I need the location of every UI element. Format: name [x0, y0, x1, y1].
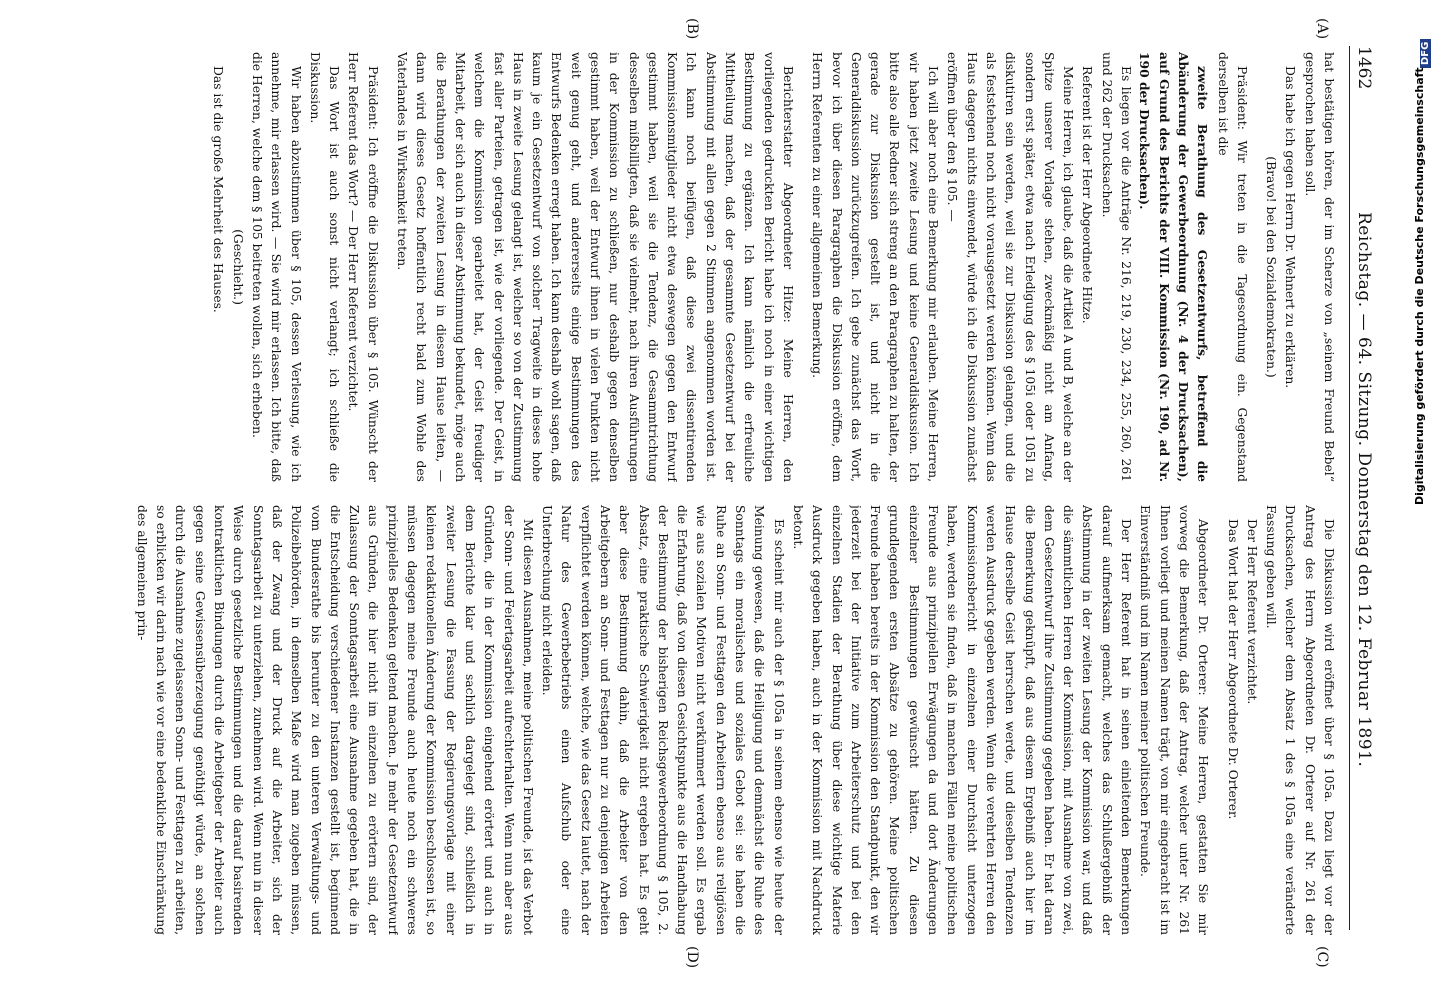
paragraph: Das habe ich gegen Herrn Dr. Wehnert zu erklären.: [1283, 66, 1298, 389]
page-number: 1462: [1354, 46, 1374, 90]
right-column: [38, 505, 1338, 935]
page-header: [1349, 46, 1394, 930]
paragraph: Ich will aber noch eine Bemerkung mir erlauben. Meine Herren, wir haben jetzt zweite Lesung und keine Generaldiskussion. Ich bitte also alle Redner sich streng an den Paragraphen zu halten, der gerade zur Diskussion gestellt ist, und nicht in die Generaldiskussion zurückzugreifen. Ich gebe zunächst das Wort, bevor ich über diesen Paragraphen die Diskussion eröffne, dem Herrn Referenten zu einer allgemeinen Bemerkung.: [810, 52, 941, 482]
paragraph: Es scheint mir auch der § 105a in seinem ebenso wie heute der Meinung gewesen, daß die Heiligung und demnächst die Ruhe des Sonntags ein moralisches und soziales Gebot sei: sie haben die Ruhe an Sonn- und Festtagen den Arbeitern ebenso aus religiösen wie aus sozialen Motiven nicht verkümmert werden soll. Es ergab die Erfahrung, daß von diesen Gesichtspunkte aus die Handhabung der Bestimmung der bisherigen Reichsgewerbeordnung § 105, 2. Absatz, eine praktische Schwierigkeit nicht ergeben hat. Es geht aber diese Bestimmung dahin, daß die Arbeiter von den Arbeitgebern an Sonn- und Festtagen nur zu denjenigen Arbeiten verpflichtet werden können, welche, wie das Gesetz lautet, nach der Natur des Gewerbebetriebs einen Aufschub oder eine Unterbrechung nicht erleiden.: [540, 505, 786, 935]
paragraph: (Bravo! bei den Sozialdemokraten.): [1264, 156, 1279, 378]
paragraph: (Geschieht.): [230, 229, 245, 305]
page-title: Reichstag. — 64. Sitzung. Donnerstag den 12. Februar 1891.: [1354, 211, 1374, 768]
paragraph: Mit diesen Ausnahmen, meine politischen Freunde, ist das Verbot der Sonn- und Feiertagsarbeit aufrechterhalten. Wenn nun aber aus Gründen, die in der Kommission eingehend erörtert und auch in dem Berichte klar und sachlich dargelegt sind, schließlich in zweiter Lesung die Fassung der Regierungsvorlage mit einer kleinen redaktionellen Änderung der Kommission beschlossen ist, so müssen dagegen meine Freunde auch heute noch ein schweres prinzipielles Bedenken geltend machen. Je mehr der Gesetzentwurf aus Gründen, die hier nicht im einzelnen zu erörtern sind, der Zulassung der Sonntagsarbeit eine Ausnahme gegeben hat, die in die Entscheidung verschiedener Instanzen gestellt ist, beginnend vom Bundesrathe bis herunter zu den unteren Verwaltungs- und Polizeibehörden, in demselben Maße wird man zugeben müssen, daß der Zwang und der Druck auf die Arbeiter, sich der Sonntagsarbeit zu unterziehen, zunehmen wird. Wenn nun in dieser Weise durch gesetzliche Bestimmungen und die darauf basirenden kontraktlichen Bindungen durch die Arbeitgeber der Arbeiter auch gegen seine Gewissensüberzeugung genöthigt würde, an solchen durch die Ausnahme zugelassenen Sonn- und Festtagen zu arbeiten, so erblicken wir darin nach wie vor eine bedenkliche Einschränkung des allgemeinen prin-: [134, 505, 535, 935]
paragraph: Der Herr Referent verzichtet.: [1244, 519, 1259, 705]
paragraph: Meine Herren, ich glaube, daß die Artikel A und B, welche an der Spitze unserer Vorlage stehen, zweckmäßig nicht am Anfang, sondern erst später, etwa nach Erledigung des § 105i oder 105l zu diskutiren sein werden, weil sie zur Diskussion gelangen, und die als feststehend noch nicht vorausgesetzt werden können. Wenn das Haus dagegen nichts einwendet, würde ich die Diskussion zunächst eröffnen über den § 105. —: [945, 52, 1076, 482]
margin-marker-a: (A): [1314, 18, 1330, 40]
paragraph: hat bestätigen hören, der im Scherze von „seinem Freund Bebel“ gesprochen haben soll.: [1302, 52, 1336, 482]
margin-marker-d: (D): [684, 946, 700, 969]
paragraph: Das ist die große Mehrheit des Hauses.: [211, 66, 226, 313]
paragraph: Die Diskussion wird eröffnet über § 105a. Dazu liegt vor der Antrag des Herrn Abgeordneten Dr. Orterer auf Nr. 261 der Drucksachen, welcher dem Absatz 1 des § 105a eine veränderte Fassung geben will.: [1264, 505, 1336, 935]
paragraph: zweite Berathung des Gesetzentwurfs, betreffend die Abänderung der Gewerbeordnung (Nr. 4 der Drucksachen), auf Grund des Berichts der VIII. Kommission (Nr. 190, ad Nr. 190 der Drucksachen).: [1137, 52, 1211, 482]
paragraph: Referent ist der Herr Abgeordnete Hitze.: [1080, 66, 1095, 324]
left-column: [38, 52, 1338, 482]
paragraph: Abgeordneter Dr. Orterer: Meine Herren, gestatten Sie mir vorweg die Bemerkung, daß der Antrag, welcher unter Nr. 261 Ihnen vorliegt und meinen Namen trägt, von mir eingebracht ist im Einverständniß und im Namen meiner politischen Freunde.: [1138, 505, 1211, 935]
paragraph: Der Herr Referent hat in seinen einleitenden Bemerkungen darauf aufmerksam gemacht, welches das Schlußergebniß der Abstimmung in der zweiten Lesung der Kommission war, und daß die sämmtlichen Herren der Kommission, mit Ausnahme von zwei, dem Gesetzentwurf ihre Zustimmung gegeben haben. Er hat daran die Bemerkung geknüpft, daß aus diesem Ergebniß auch hier im Hause derselbe Geist herrschen werde, und dieselben Tendenzen werden Ausdruck gegeben werden. Wenn die verehrten Herren den Kommissionsbericht in einzelnen einer Durchsicht unterzogen haben, werden sie finden, daß in manchen Fällen meine politischen Freunde aus prinzipiellen Erwägungen da und dort Änderungen einzelner Bestimmungen gewünscht hätten. Zu diesen grundlegenden ersten Absätze zu gehören. Meine politischen Freunde haben bereits in der Kommission den Standpunkt, den wir jederzeit bei der Initiative zum Arbeiterschutz und bei den einzelnen Stadien der Berathung über diese wichtige Materie Ausdruck gegeben haben, auch in der Kommission mit Nachdruck betont.: [790, 505, 1134, 935]
paragraph: Berichterstatter Abgeordneter Hitze: Meine Herren, den vorliegenden gedruckten Bericht habe ich noch in einer wichtigen Bestimmung zu ergänzen. Ich kann nämlich die erfreuliche Mittheilung machen, daß der gesammte Gesetzentwurf bei der Abstimmung mit allen gegen 2 Stimmen angenommen worden ist. Ich kann noch beifügen, daß diese zwei dissentirenden Kommissionsmitglieder nicht etwa deswegen gegen den Entwurf gestimmt haben, weil sie die Tendenz, die Gesammtrichtung desselben mißbilligten, daß sie vielmehr, nach ihren Ausführungen in der Kommission zu schließen, nur deshalb gegen denselben gestimmt haben, weil der Entwurf ihnen in vielen Punkten nicht weit genug geht, und andererseits einige Bestimmungen des Entwurfs Bedenken erregt haben. Ich kann deshalb wohl sagen, daß kaum je ein Gesetzentwurf von solcher Tragweite in dieses hohe Haus in zweite Lesung gelangt ist, welcher so von der Zustimmung fast aller Parteien, getragen ist, wie der vorliegende. Der Geist, in welchem die Kommission gearbeitet hat, der Geist freudiger Mitarbeit, der sich auch in dieser Abstimmung bekundet, möge auch die Berathungen der zweiten Lesung in diesem Hause leiten, — dann wird dieses Gesetz hoffentlich recht bald zum Wohle des Vaterlandes in Wirksamkeit treten.: [395, 52, 795, 482]
paragraph: Das Wort ist auch sonst nicht verlangt; ich schließe die Diskussion.: [307, 52, 342, 482]
paragraph: Präsident: Wir treten in die Tagesordnung ein. Gegenstand derselben ist die: [1215, 52, 1249, 482]
paragraph: Wir haben abzustimmen über § 105, dessen Verlesung, wie ich annehme, mir erlassen wird. — Sie wird mir erlassen. Ich bitte, daß die Herren, welche dem § 105 beitreten wollen, sich erheben.: [249, 52, 303, 482]
digitization-note: Digitalisierung gefördert durch die Deutsche Forschungsgemeinschaft: [1413, 67, 1426, 505]
paragraph: Es liegen vor die Anträge Nr. 216, 219, 230, 234, 255, 260, 261 und 262 der Drucksachen.: [1099, 52, 1134, 482]
paragraph: Präsident: Ich eröffne die Diskussion über § 105. Wünscht der Herr Referent das Wort? — Der Herr Referent verzichtet.: [346, 52, 380, 482]
margin-marker-c: (C): [1314, 946, 1330, 968]
paragraph: Das Wort hat der Herr Abgeordnete Dr. Orterer.: [1225, 519, 1240, 820]
margin-marker-b: (B): [684, 18, 700, 40]
dfg-logo-text: DFG: [1420, 39, 1431, 68]
